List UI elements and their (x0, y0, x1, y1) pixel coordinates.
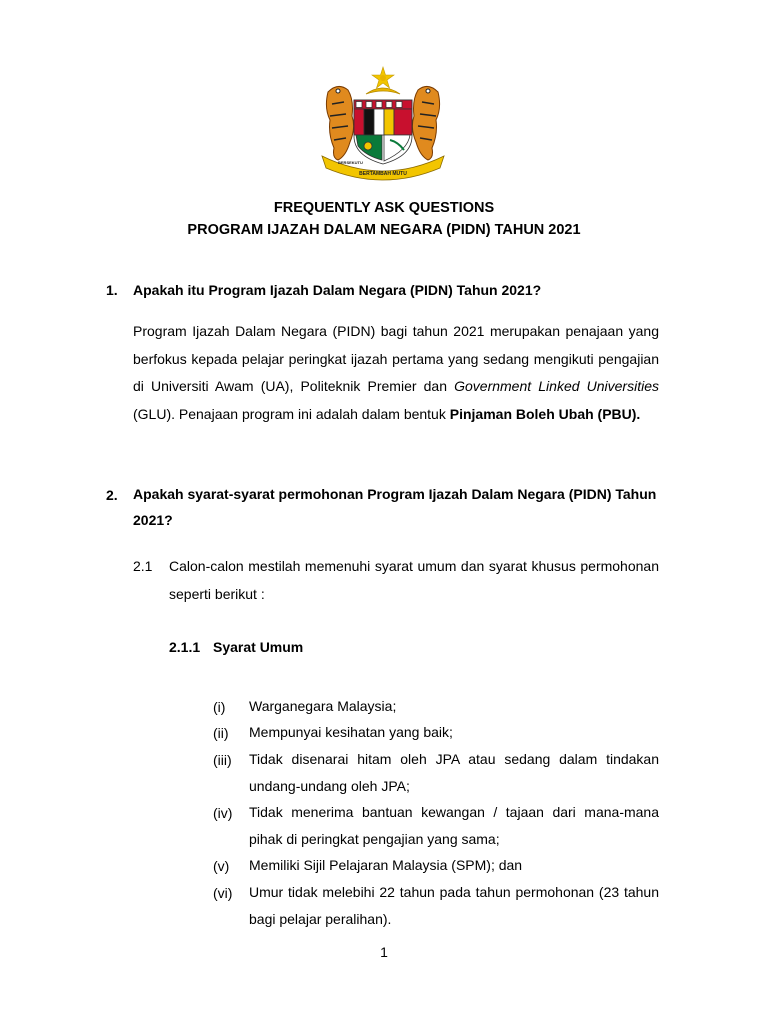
question-2-number: 2. (106, 487, 118, 503)
list-item-number: (iv) (213, 805, 233, 821)
list-item-number: (i) (213, 699, 226, 715)
doc-title-line2: PROGRAM IJAZAH DALAM NEGARA (PIDN) TAHUN 2021 (187, 222, 581, 238)
list-item-text: Warganegara Malaysia; (249, 698, 397, 714)
question-1-number: 1. (106, 282, 118, 298)
list-item-number: (v) (213, 858, 230, 874)
list-item-text: Tidak disenarai hitam oleh JPA atau sedang dalam tindakan undang-undang oleh JPA; (249, 751, 659, 794)
list-item-text: Umur tidak melebihi 22 tahun pada tahun permohonan (23 tahun bagi pelajar peralihan). (249, 884, 659, 927)
page-number: 1 (380, 944, 388, 960)
answer-1-italic: Government Linked Universities (454, 378, 659, 394)
answer-1-text-a: Program Ijazah Dalam Negara (PIDN) bagi tahun 2021 merupakan penajaan yang berfokus kepada pelajar peringkat ijazah pertama yang sedang mengikuti pengajian di Universiti Awam (UA), Politeknik Premier dan (133, 323, 659, 394)
question-1-answer (133, 318, 659, 428)
list-item-text: Mempunyai kesihatan yang baik; (249, 724, 453, 740)
section-2-1-number: 2.1 (133, 558, 153, 574)
list-item-number: (iii) (213, 752, 232, 768)
question-1-text: Apakah itu Program Ijazah Dalam Negara (PIDN) Tahun 2021? (133, 282, 542, 298)
answer-1-text-b: (GLU). Penajaan program ini adalah dalam bentuk (133, 405, 450, 422)
left-tiger (326, 86, 353, 160)
list-item-number: (ii) (213, 725, 229, 741)
section-2-1-1-number: 2.1.1 (169, 639, 201, 655)
section-2-1-1-title: Syarat Umum (213, 639, 304, 655)
right-tiger (412, 86, 439, 160)
doc-title-line1: FREQUENTLY ASK QUESTIONS (273, 200, 495, 216)
question-2-text: Apakah syarat-syarat permohonan Program Ijazah Dalam Negara (PIDN) Tahun 2021? (133, 486, 657, 528)
answer-1-bold: Pinjaman Boleh Ubah (PBU). (449, 405, 641, 422)
list-item-text: Tidak menerima bantuan kewangan / tajaan dari mana-mana pihak di peringkat pengajian yang sama; (249, 804, 659, 847)
shield (354, 100, 412, 164)
motto-text: BERTAMBAH MUTU (359, 171, 407, 177)
list-item-number: (vi) (213, 885, 233, 901)
list-item-text: Memiliki Sijil Pelajaran Malaysia (SPM); dan (249, 857, 523, 873)
coat-of-arms-emblem (318, 64, 448, 182)
motto-text-left: BERSEKUTU (338, 160, 363, 165)
section-2-1-text: Calon-calon mestilah memenuhi syarat umum dan syarat khusus permohonan seperti berikut : (169, 558, 659, 602)
